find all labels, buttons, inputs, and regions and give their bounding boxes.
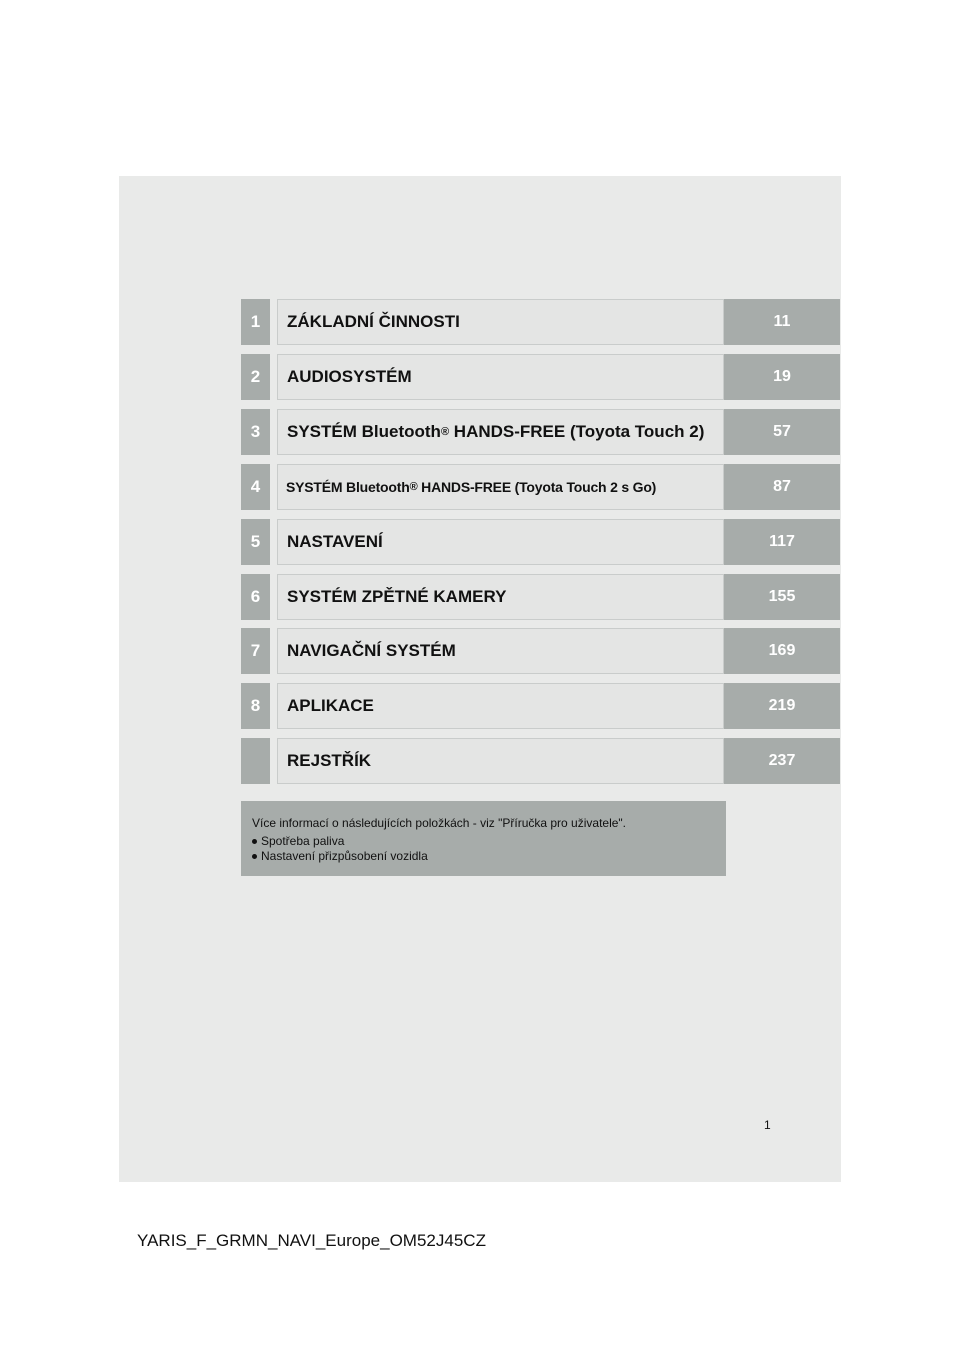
note-bullet-item bbox=[252, 834, 715, 849]
chapter-number: 2 bbox=[241, 354, 270, 400]
chapter-page: 87 bbox=[724, 464, 840, 510]
chapter-title: NASTAVENÍ bbox=[277, 519, 724, 565]
chapter-title-main: SYSTÉM Bluetooth bbox=[287, 422, 441, 441]
chapter-title: SYSTÉM ZPĚTNÉ KAMERY bbox=[277, 574, 724, 620]
note-item-text: Nastavení přizpůsobení vozidla bbox=[261, 849, 428, 863]
toc-row-6[interactable] bbox=[241, 574, 840, 620]
chapter-page: 57 bbox=[724, 409, 840, 455]
bullet-icon bbox=[252, 854, 257, 859]
toc-row-2[interactable] bbox=[241, 354, 840, 400]
chapter-title-rest: HANDS-FREE (Toyota Touch 2 s Go) bbox=[417, 479, 657, 495]
page-number: 1 bbox=[764, 1118, 771, 1132]
note-lead: Více informací o následujících položkách - viz "Příručka pro uživatele". bbox=[252, 816, 627, 830]
chapter-number: 7 bbox=[241, 628, 270, 674]
toc-row-7[interactable] bbox=[241, 628, 840, 674]
toc-row-5[interactable] bbox=[241, 519, 840, 565]
chapter-page: 237 bbox=[724, 738, 840, 784]
chapter-number: 4 bbox=[241, 464, 270, 510]
chapter-number: 1 bbox=[241, 299, 270, 345]
chapter-number: 5 bbox=[241, 519, 270, 565]
chapter-page: 155 bbox=[724, 574, 840, 620]
chapter-title-rest: HANDS-FREE (Toyota Touch 2) bbox=[449, 422, 705, 441]
bullet-icon bbox=[252, 839, 257, 844]
chapter-title: NAVIGAČNÍ SYSTÉM bbox=[277, 628, 724, 674]
chapter-number: 6 bbox=[241, 574, 270, 620]
toc-row-4[interactable] bbox=[241, 464, 840, 510]
chapter-number bbox=[241, 738, 270, 784]
chapter-page: 117 bbox=[724, 519, 840, 565]
chapter-number: 3 bbox=[241, 409, 270, 455]
toc-row-index[interactable] bbox=[241, 738, 840, 784]
toc-row-1[interactable] bbox=[241, 299, 840, 345]
chapter-title: SYSTÉM Bluetooth ® HANDS-FREE (Toyota Touch 2) bbox=[277, 409, 724, 455]
note-bullet-item bbox=[252, 849, 715, 864]
chapter-page: 11 bbox=[724, 299, 840, 345]
chapter-page: 169 bbox=[724, 628, 840, 674]
info-note-box bbox=[241, 801, 726, 876]
chapter-page: 19 bbox=[724, 354, 840, 400]
chapter-title: SYSTÉM Bluetooth ® HANDS-FREE (Toyota Touch 2 s Go) bbox=[277, 464, 724, 510]
chapter-title: AUDIOSYSTÉM bbox=[277, 354, 724, 400]
chapter-page: 219 bbox=[724, 683, 840, 729]
chapter-title: APLIKACE bbox=[277, 683, 724, 729]
note-item-text: Spotřeba paliva bbox=[261, 834, 345, 848]
toc-row-3[interactable] bbox=[241, 409, 840, 455]
chapter-title: ZÁKLADNÍ ČINNOSTI bbox=[277, 299, 724, 345]
toc-row-8[interactable] bbox=[241, 683, 840, 729]
chapter-title-main: SYSTÉM Bluetooth bbox=[286, 479, 410, 495]
chapter-title: REJSTŘÍK bbox=[277, 738, 724, 784]
chapter-number: 8 bbox=[241, 683, 270, 729]
document-code: YARIS_F_GRMN_NAVI_Europe_OM52J45CZ bbox=[137, 1231, 486, 1250]
